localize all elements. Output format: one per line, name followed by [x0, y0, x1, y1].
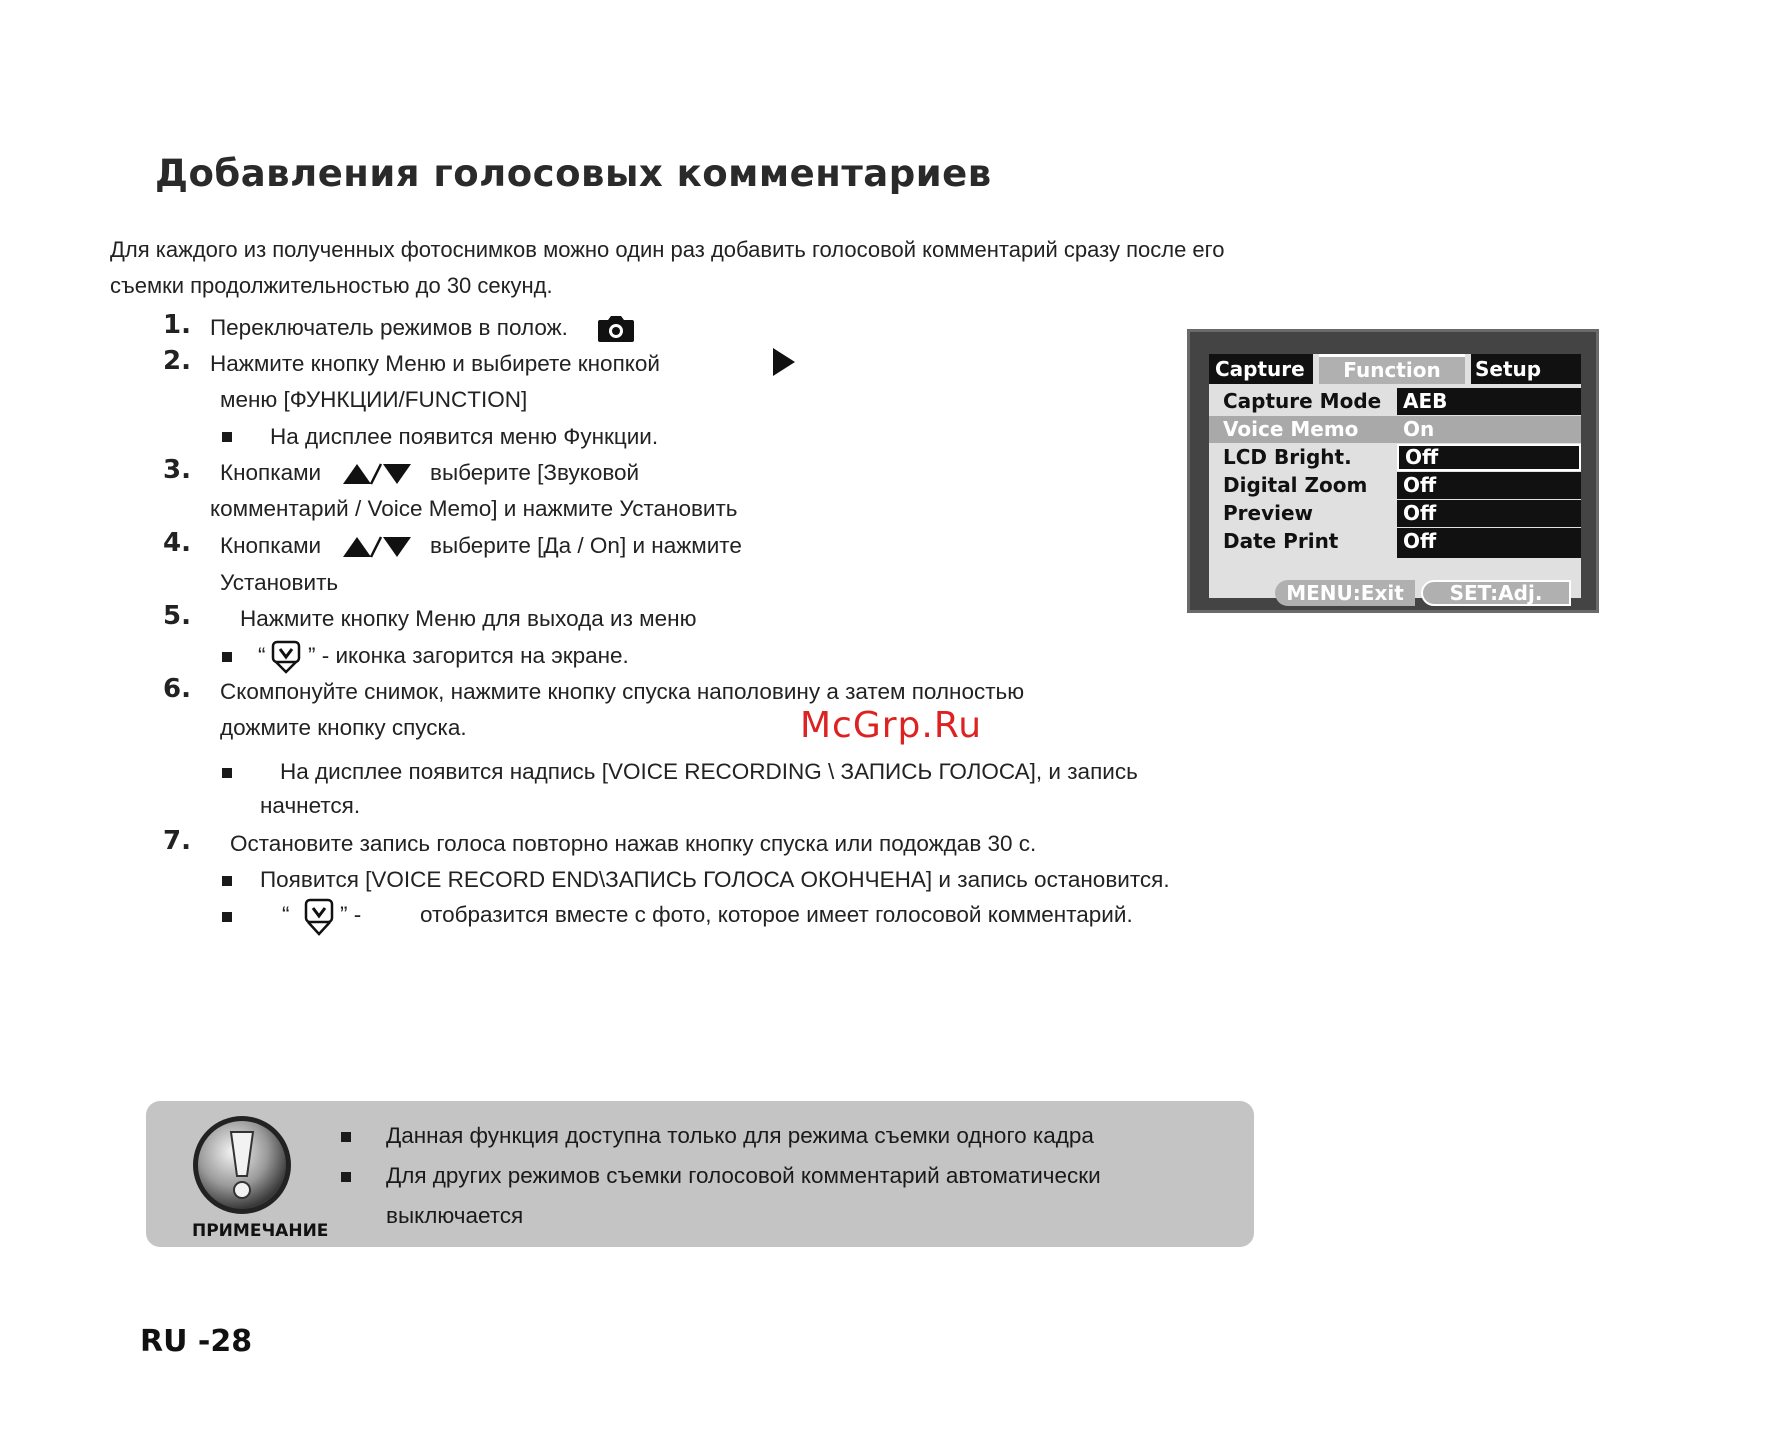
note-text: Для других режимов съемки голосовой комментарий автоматически	[386, 1163, 1101, 1188]
voice-memo-icon	[270, 640, 302, 679]
bullet-text: ” - иконка загорится на экране.	[308, 643, 629, 668]
menu-row-label: Capture Mode	[1223, 389, 1382, 413]
bullet-icon	[222, 768, 232, 778]
bullet-text: “	[282, 902, 290, 927]
menu-row-value: Off	[1397, 444, 1581, 471]
bullet-icon	[222, 912, 232, 922]
menu-row-value: Off	[1397, 528, 1581, 558]
intro-line-2: съемки продолжительностью до 30 секунд.	[110, 273, 553, 298]
menu-row	[1209, 500, 1581, 527]
step-text: Кнопками	[220, 460, 322, 485]
up-down-arrow-icon	[343, 462, 415, 491]
set-adjust-hint: SET:Adj.	[1421, 580, 1571, 606]
step-text: Переключатель режимов в полож.	[210, 315, 568, 340]
step-number: 1.	[163, 310, 191, 340]
voice-memo-icon	[302, 898, 336, 943]
tab-setup: Setup	[1471, 354, 1581, 384]
bullet-text: начнется.	[260, 793, 361, 818]
bullet-text: “	[258, 643, 266, 668]
menu-row-value: Off	[1397, 472, 1581, 499]
page-title: Добавления голосовых комментариев	[155, 152, 992, 195]
step-text: дожмите кнопку спуска.	[220, 715, 467, 740]
menu-row-selected	[1209, 416, 1581, 443]
step-text: Нажмите кнопку Меню для выхода из меню	[240, 606, 697, 631]
menu-row-value: On	[1397, 416, 1581, 443]
menu-row-label: LCD Bright.	[1223, 445, 1352, 469]
camera-menu-panel	[1209, 354, 1581, 605]
bullet-icon	[341, 1172, 351, 1182]
step-text: комментарий / Voice Memo] и нажмите Установить	[210, 496, 738, 521]
menu-row	[1209, 528, 1581, 555]
camera-icon	[598, 316, 634, 347]
step-text: Кнопками	[220, 533, 322, 558]
step-text: меню [ФУНКЦИИ/FUNCTION]	[220, 387, 528, 412]
tab-function: Function	[1319, 354, 1465, 384]
menu-row-value: AEB	[1397, 388, 1581, 415]
menu-row-label: Voice Memo	[1223, 417, 1359, 441]
menu-row	[1209, 444, 1581, 471]
page-number: RU -28	[140, 1324, 253, 1359]
watermark: McGrp.Ru	[800, 705, 983, 746]
note-label: ПРИМЕЧАНИЕ	[192, 1221, 329, 1241]
note-box	[146, 1101, 1254, 1247]
bullet-icon	[222, 876, 232, 886]
step-text: выберите [Да / On] и нажмите	[430, 533, 742, 558]
note-text: Данная функция доступна только для режима съемки одного кадра	[386, 1123, 1094, 1148]
step-number: 6.	[163, 674, 191, 704]
bullet-icon	[341, 1132, 351, 1142]
bullet-icon	[222, 432, 232, 442]
note-text: выключается	[386, 1203, 524, 1228]
bullet-text: На дисплее появится надпись [VOICE RECORDING \ ЗАПИСЬ ГОЛОСА], и запись	[280, 759, 1138, 784]
bullet-text: отобразится вместе с фото, которое имеет голосовой комментарий.	[420, 902, 1133, 927]
exclamation-icon	[191, 1114, 293, 1221]
step-text: Нажмите кнопку Меню и выбирете кнопкой	[210, 351, 660, 376]
bullet-icon	[222, 652, 232, 662]
menu-footer	[1209, 580, 1581, 606]
step-number: 2.	[163, 346, 191, 376]
menu-exit-hint: MENU:Exit	[1275, 580, 1415, 606]
step-text: Скомпонуйте снимок, нажмите кнопку спуска наполовину а затем полностью	[220, 679, 1025, 704]
step-number: 3.	[163, 455, 191, 485]
right-triangle-icon	[773, 348, 795, 381]
menu-row	[1209, 472, 1581, 499]
camera-menu-screen	[1187, 329, 1599, 613]
intro-line-1: Для каждого из полученных фотоснимков можно один раз добавить голосовой комментарий сразу после его	[110, 237, 1225, 262]
step-text: Остановите запись голоса повторно нажав кнопку спуска или подождав 30 с.	[230, 831, 1037, 856]
step-number: 4.	[163, 528, 191, 558]
menu-row-value: Off	[1397, 500, 1581, 527]
step-text: Установить	[220, 570, 339, 595]
menu-row-label: Digital Zoom	[1223, 473, 1368, 497]
step-number: 5.	[163, 601, 191, 631]
menu-row-label: Preview	[1223, 501, 1314, 525]
intro-text	[110, 232, 1224, 304]
tab-capture: Capture	[1209, 354, 1313, 384]
up-down-arrow-icon	[343, 535, 415, 564]
menu-row	[1209, 388, 1581, 415]
bullet-text: На дисплее появится меню Функции.	[270, 424, 659, 449]
step-text: выберите [Звуковой	[430, 460, 640, 485]
bullet-text: Появится [VOICE RECORD END\ЗАПИСЬ ГОЛОСА ОКОНЧЕНА] и запись остановится.	[260, 867, 1170, 892]
bullet-text: ” -	[340, 902, 362, 927]
menu-row-label: Date Print	[1223, 529, 1339, 553]
step-number: 7.	[163, 826, 191, 856]
